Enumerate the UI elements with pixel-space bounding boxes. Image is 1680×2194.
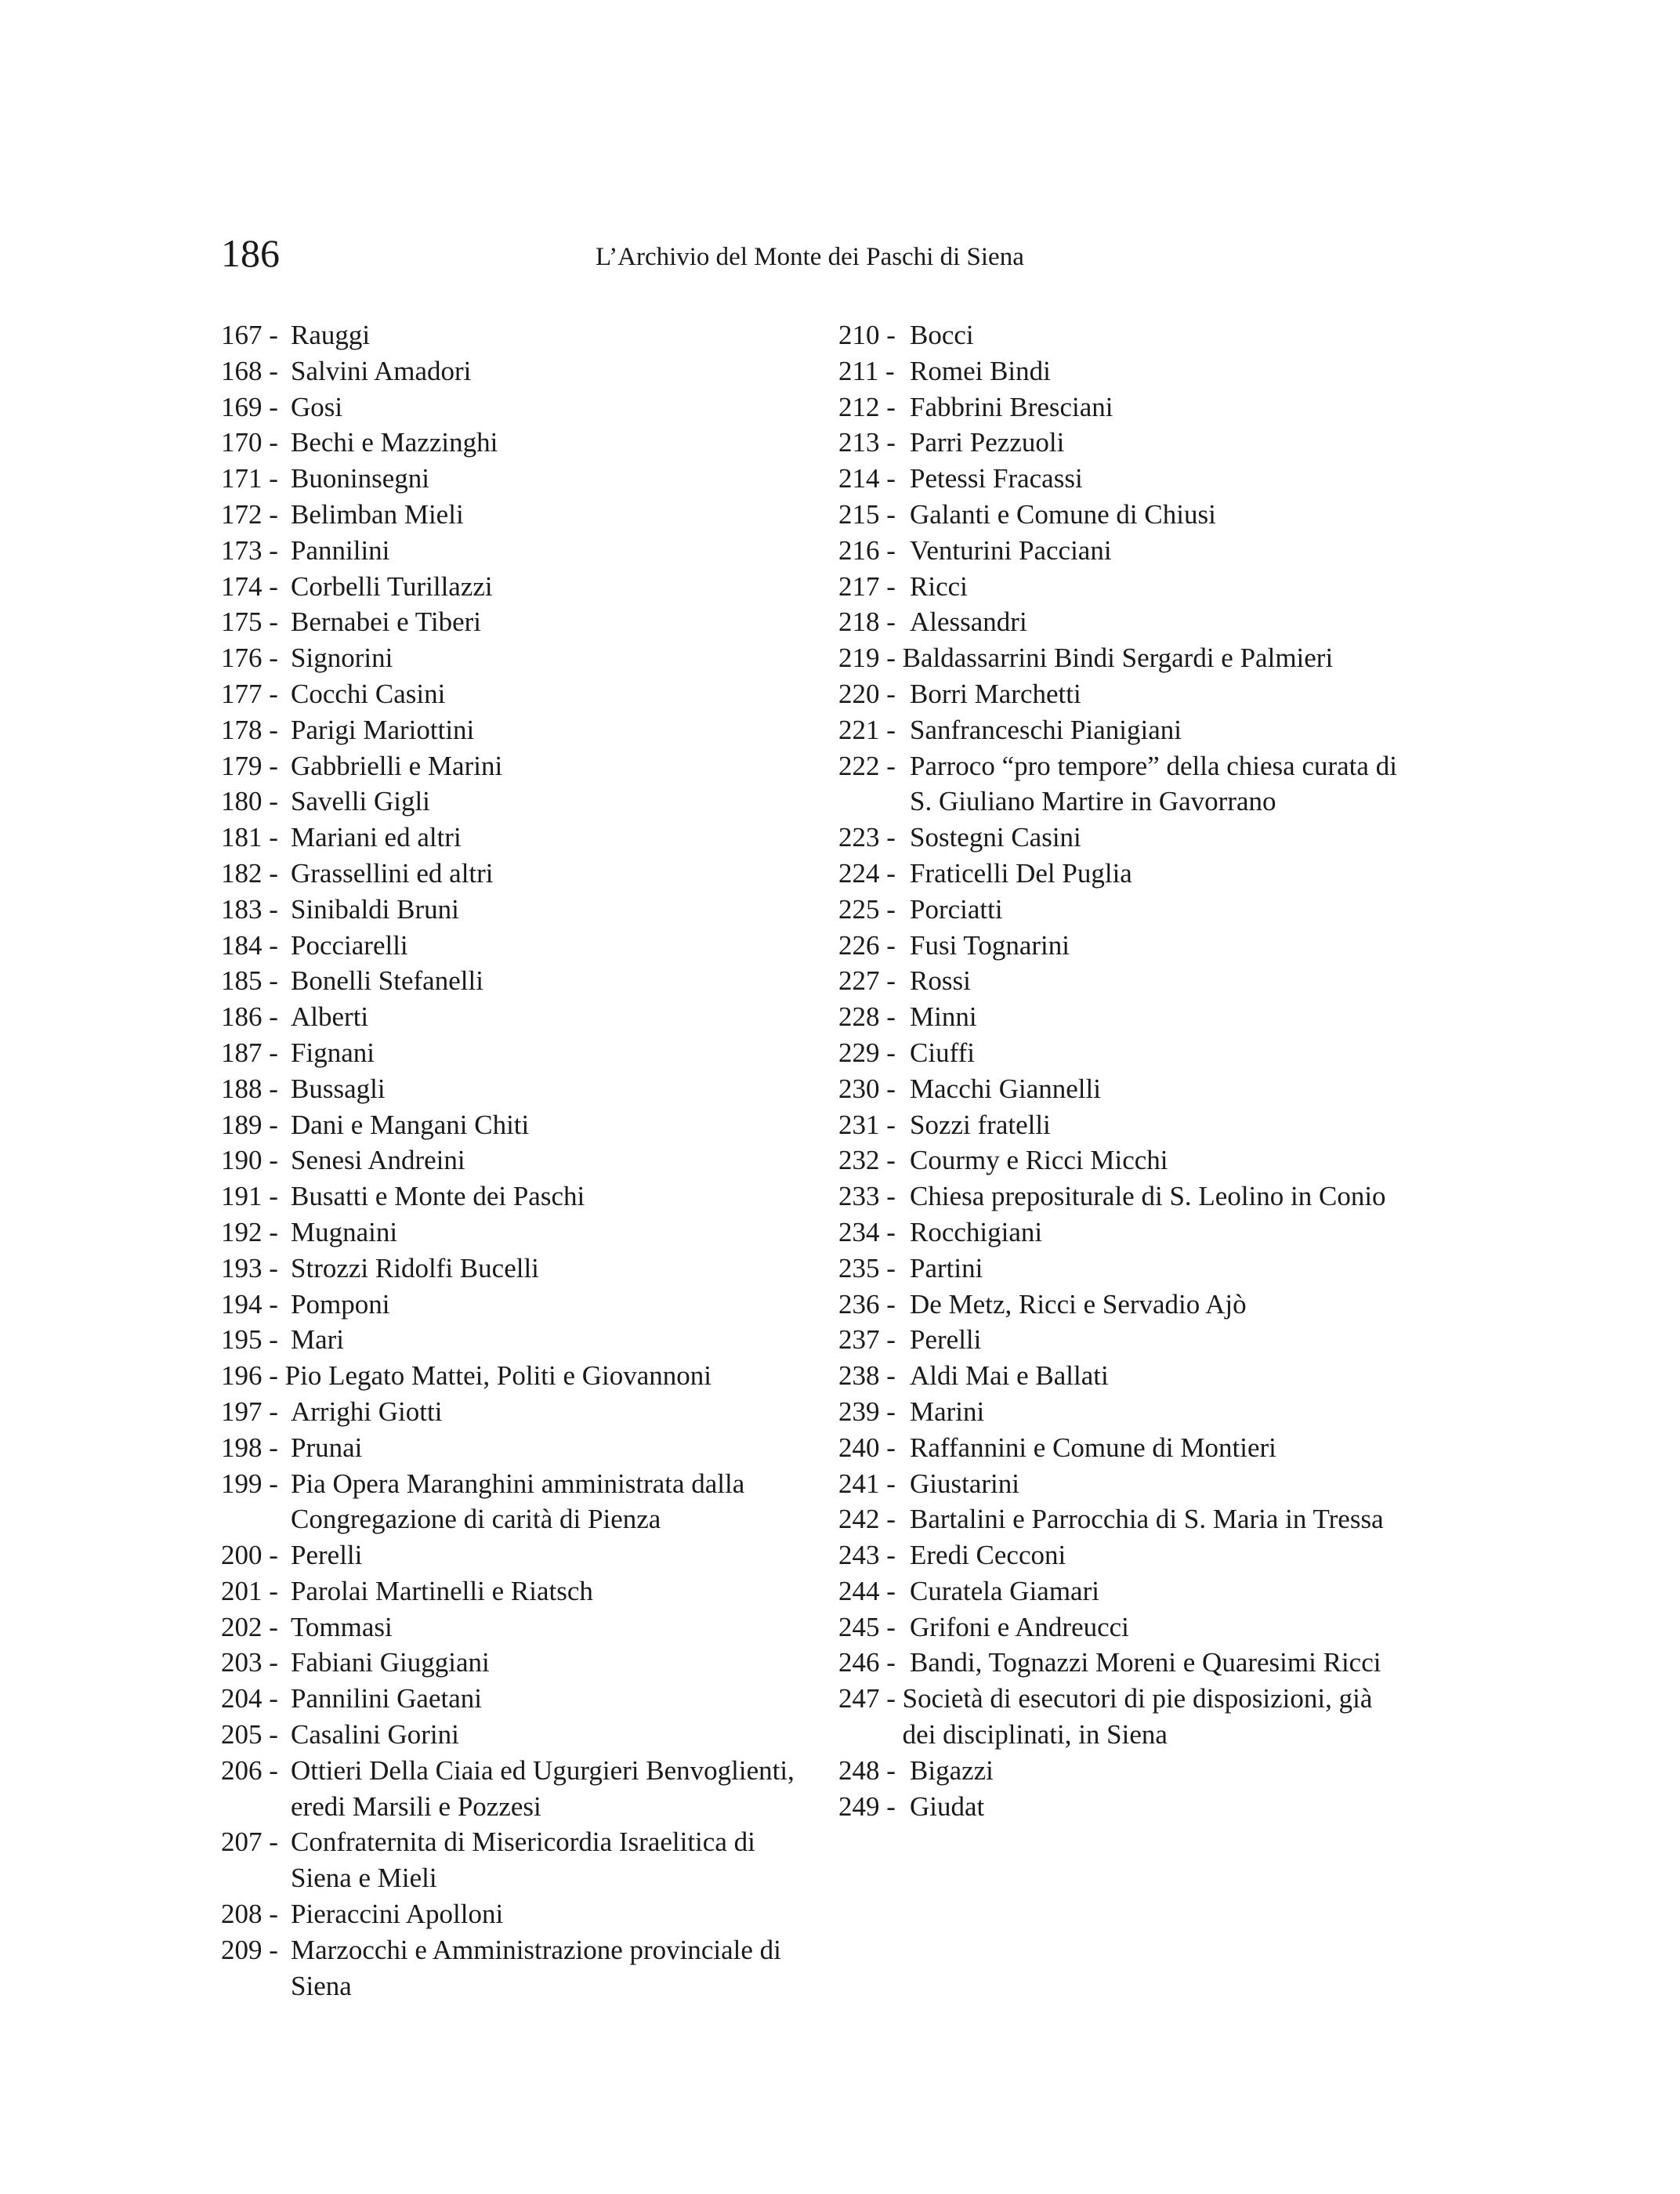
list-item xyxy=(221,856,816,892)
entry-number: 201 - xyxy=(221,1575,285,1606)
entry-name: Raffannini e Comune di Montieri xyxy=(910,1432,1276,1463)
list-item xyxy=(838,461,1403,497)
entry-number: 190 - xyxy=(221,1145,285,1176)
list-item xyxy=(838,820,1403,856)
entry-name: Marzocchi e Amministrazione provinciale di Siena xyxy=(291,1934,781,2001)
entry-number: 247 - xyxy=(838,1683,903,1714)
entry-number: 202 - xyxy=(221,1611,285,1642)
list-item xyxy=(221,784,816,820)
list-item xyxy=(838,604,1403,640)
entry-name: Grifoni e Andreucci xyxy=(910,1611,1129,1642)
entry-name: Giudat xyxy=(910,1790,985,1822)
entry-number: 243 - xyxy=(838,1540,903,1571)
list-item xyxy=(221,604,816,640)
entry-name: Sostegni Casini xyxy=(910,822,1081,853)
list-item xyxy=(838,1573,1403,1609)
list-item xyxy=(838,1251,1403,1287)
entry-number: 192 - xyxy=(221,1216,285,1247)
list-item xyxy=(221,1287,816,1323)
list-item xyxy=(221,676,816,712)
entry-number: 233 - xyxy=(838,1181,903,1212)
list-item xyxy=(221,317,816,353)
entry-number: 228 - xyxy=(838,1001,903,1033)
entry-name: Pomponi xyxy=(291,1288,390,1320)
list-item xyxy=(221,748,816,784)
entry-number: 187 - xyxy=(221,1037,285,1068)
entry-number: 207 - xyxy=(221,1827,285,1858)
entry-name: Ottieri Della Ciaia ed Ugurgieri Benvoglienti, eredi Marsili e Pozzesi xyxy=(291,1754,795,1822)
list-item xyxy=(221,497,816,533)
list-item xyxy=(221,1394,816,1430)
list-item xyxy=(221,712,816,748)
entry-name: Fraticelli Del Puglia xyxy=(910,857,1132,889)
entry-number: 204 - xyxy=(221,1683,285,1714)
entry-name: Bandi, Tognazzi Moreni e Quaresimi Ricci xyxy=(910,1647,1381,1678)
entry-number: 203 - xyxy=(221,1647,285,1678)
list-item xyxy=(838,999,1403,1035)
entry-name: Sinibaldi Bruni xyxy=(291,893,459,925)
entry-name: Galanti e Comune di Chiusi xyxy=(910,498,1216,530)
entry-name: Pocciarelli xyxy=(291,929,408,961)
list-item xyxy=(838,1035,1403,1071)
entry-name: Bechi e Mazzinghi xyxy=(291,427,498,458)
list-item xyxy=(838,1358,1403,1394)
entry-number: 169 - xyxy=(221,391,285,422)
entry-name: Casalini Gorini xyxy=(291,1719,459,1750)
entry-number: 211 - xyxy=(838,355,902,386)
entry-number: 193 - xyxy=(221,1252,285,1283)
entry-name: Confraternita di Misericordia Israelitica di Siena e Mieli xyxy=(291,1827,755,1894)
list-item xyxy=(221,963,816,999)
entry-name: Corbelli Turillazzi xyxy=(291,570,493,602)
list-item xyxy=(221,1035,816,1071)
entry-number: 189 - xyxy=(221,1109,285,1140)
list-item xyxy=(221,1896,816,1932)
entry-name: Signorini xyxy=(291,643,393,674)
entry-name: Buoninsegni xyxy=(291,463,429,494)
entry-number: 199 - xyxy=(221,1468,285,1499)
list-item xyxy=(838,497,1403,533)
list-item xyxy=(838,1071,1403,1107)
entry-number: 173 - xyxy=(221,534,285,566)
entry-name: Parri Pezzuoli xyxy=(910,427,1065,458)
entry-name: Alessandri xyxy=(910,606,1027,638)
entry-name: Eredi Cecconi xyxy=(910,1540,1066,1571)
list-item xyxy=(838,389,1403,425)
list-item xyxy=(221,1717,816,1753)
entry-number: 171 - xyxy=(221,463,285,494)
entry-name: Macchi Giannelli xyxy=(910,1073,1101,1104)
entry-number: 245 - xyxy=(838,1611,903,1642)
list-item xyxy=(838,1753,1403,1789)
list-item xyxy=(221,533,816,569)
entry-number: 195 - xyxy=(221,1324,285,1356)
entry-number: 208 - xyxy=(221,1899,285,1930)
entry-name: Pio Legato Mattei, Politi e Giovannoni xyxy=(284,1360,712,1392)
list-item xyxy=(221,1753,816,1825)
entry-number: 178 - xyxy=(221,714,285,745)
entry-name: Ricci xyxy=(910,570,968,602)
entry-name: De Metz, Ricci e Servadio Ajò xyxy=(910,1288,1247,1320)
list-item xyxy=(838,963,1403,999)
entry-name: Bernabei e Tiberi xyxy=(291,606,482,638)
list-item xyxy=(221,569,816,605)
entry-name: Tommasi xyxy=(291,1611,393,1642)
entry-name: Perelli xyxy=(910,1324,982,1356)
list-item xyxy=(221,1681,816,1717)
entry-number: 240 - xyxy=(838,1432,903,1463)
entry-name: Partini xyxy=(910,1252,983,1283)
entry-name: Grassellini ed altri xyxy=(291,857,494,889)
list-item xyxy=(221,1322,816,1358)
entry-name: Rossi xyxy=(910,965,971,997)
list-item xyxy=(838,640,1403,676)
entry-number: 239 - xyxy=(838,1396,903,1427)
list-item xyxy=(221,1358,816,1394)
entry-number: 167 - xyxy=(221,320,285,350)
entry-number: 221 - xyxy=(838,714,903,745)
entry-number: 181 - xyxy=(221,822,285,853)
list-item xyxy=(221,1466,816,1538)
list-item xyxy=(838,1430,1403,1466)
list-item xyxy=(221,820,816,856)
list-item xyxy=(838,1466,1403,1502)
entry-number: 226 - xyxy=(838,929,903,961)
entry-number: 188 - xyxy=(221,1073,285,1104)
entry-name: Courmy e Ricci Micchi xyxy=(910,1145,1168,1176)
entry-name: Ciuffi xyxy=(910,1037,975,1068)
entry-number: 225 - xyxy=(838,893,903,925)
entry-number: 197 - xyxy=(221,1396,285,1427)
entry-number: 230 - xyxy=(838,1073,903,1104)
entry-number: 196 - xyxy=(221,1360,285,1392)
entry-name: Bartalini e Parrocchia di S. Maria in Tressa xyxy=(910,1504,1384,1535)
entry-name: Gabbrielli e Marini xyxy=(291,750,503,781)
list-item xyxy=(838,1142,1403,1178)
entry-name: Parigi Mariottini xyxy=(291,714,475,745)
entry-number: 235 - xyxy=(838,1252,903,1283)
entry-name: Minni xyxy=(910,1001,977,1033)
entry-name: Marini xyxy=(910,1396,985,1427)
list-item xyxy=(838,1178,1403,1215)
entry-name: Cocchi Casini xyxy=(291,678,446,709)
entry-name: Savelli Gigli xyxy=(291,786,430,817)
entry-number: 223 - xyxy=(838,822,903,853)
entry-name: Società di esecutori di pie disposizioni, già dei disciplinati, in Siena xyxy=(902,1683,1373,1750)
entry-number: 180 - xyxy=(221,786,285,817)
list-item xyxy=(838,425,1403,461)
list-item xyxy=(838,1789,1403,1825)
entry-name: Sanfranceschi Pianigiani xyxy=(910,714,1182,745)
entry-number: 231 - xyxy=(838,1109,903,1140)
entry-name: Bigazzi xyxy=(910,1754,994,1786)
list-item xyxy=(221,461,816,497)
entry-number: 191 - xyxy=(221,1181,285,1212)
entry-name: Porciatti xyxy=(910,893,1003,925)
entry-number: 241 - xyxy=(838,1468,903,1499)
list-item xyxy=(221,928,816,964)
entry-name: Alberti xyxy=(291,1001,369,1033)
entry-name: Bocci xyxy=(910,320,974,350)
entry-number: 185 - xyxy=(221,965,285,997)
left-column-list xyxy=(221,317,816,2004)
list-item xyxy=(838,892,1403,928)
entry-name: Sozzi fratelli xyxy=(910,1109,1051,1140)
entry-number: 212 - xyxy=(838,391,903,422)
list-item xyxy=(221,1430,816,1466)
list-item xyxy=(838,928,1403,964)
entry-name: Pannilini Gaetani xyxy=(291,1683,482,1714)
list-item xyxy=(221,1609,816,1646)
list-item xyxy=(221,425,816,461)
list-item xyxy=(838,1501,1403,1537)
list-item xyxy=(221,1178,816,1215)
list-item xyxy=(838,1107,1403,1143)
entry-name: Bussagli xyxy=(291,1073,386,1104)
entry-number: 213 - xyxy=(838,427,903,458)
list-item xyxy=(838,1322,1403,1358)
entry-number: 246 - xyxy=(838,1647,903,1678)
entry-name: Fabiani Giuggiani xyxy=(291,1647,490,1678)
entry-name: Parolai Martinelli e Riatsch xyxy=(291,1575,593,1606)
list-item xyxy=(221,1537,816,1573)
list-item xyxy=(221,1824,816,1896)
entry-number: 232 - xyxy=(838,1145,903,1176)
entry-number: 236 - xyxy=(838,1288,903,1320)
entry-name: Petessi Fracassi xyxy=(910,463,1083,494)
entry-number: 214 - xyxy=(838,463,903,494)
entry-number: 179 - xyxy=(221,750,285,781)
list-item xyxy=(221,1573,816,1609)
entry-name: Prunai xyxy=(291,1432,363,1463)
entry-number: 168 - xyxy=(221,355,285,386)
entry-number: 200 - xyxy=(221,1540,285,1571)
entry-name: Belimban Mieli xyxy=(291,498,464,530)
entry-name: Busatti e Monte dei Paschi xyxy=(291,1181,585,1212)
entry-number: 219 - xyxy=(838,643,903,674)
entry-name: Mariani ed altri xyxy=(291,822,462,853)
entry-number: 244 - xyxy=(838,1575,903,1606)
entry-number: 177 - xyxy=(221,678,285,709)
entry-number: 170 - xyxy=(221,427,285,458)
list-item xyxy=(838,712,1403,748)
entry-number: 234 - xyxy=(838,1216,903,1247)
entry-number: 172 - xyxy=(221,498,285,530)
list-item xyxy=(221,1107,816,1143)
entry-name: Rauggi xyxy=(291,320,371,350)
entry-name: Arrighi Giotti xyxy=(291,1396,443,1427)
entry-name: Fignani xyxy=(291,1037,375,1068)
list-item xyxy=(221,640,816,676)
list-item xyxy=(838,748,1403,820)
list-item xyxy=(221,1215,816,1251)
entry-name: Rocchigiani xyxy=(910,1216,1043,1247)
entry-number: 183 - xyxy=(221,893,285,925)
list-item xyxy=(838,353,1403,389)
list-item xyxy=(838,1681,1403,1753)
entry-number: 215 - xyxy=(838,498,903,530)
entry-number: 220 - xyxy=(838,678,903,709)
list-item xyxy=(838,1537,1403,1573)
entry-number: 218 - xyxy=(838,606,903,638)
list-item xyxy=(221,389,816,425)
entry-name: Mugnaini xyxy=(291,1216,398,1247)
entry-name: Romei Bindi xyxy=(910,355,1051,386)
entry-number: 206 - xyxy=(221,1754,285,1786)
entry-number: 184 - xyxy=(221,929,285,961)
list-item xyxy=(838,317,1403,353)
list-item xyxy=(221,892,816,928)
entry-name: Giustarini xyxy=(910,1468,1019,1499)
list-item xyxy=(221,1142,816,1178)
entry-number: 175 - xyxy=(221,606,285,638)
list-item xyxy=(221,1645,816,1681)
entry-number: 205 - xyxy=(221,1719,285,1750)
entry-number: 248 - xyxy=(838,1754,903,1786)
entry-name: Bonelli Stefanelli xyxy=(291,965,483,997)
entry-name: Borri Marchetti xyxy=(910,678,1081,709)
list-item xyxy=(838,533,1403,569)
list-item xyxy=(221,1932,816,2004)
entry-name: Chiesa prepositurale di S. Leolino in Conio xyxy=(910,1181,1386,1212)
list-item xyxy=(838,1645,1403,1681)
list-item xyxy=(838,856,1403,892)
entry-number: 249 - xyxy=(838,1790,903,1822)
entry-number: 210 - xyxy=(838,320,903,350)
entry-name: Fabbrini Bresciani xyxy=(910,391,1113,422)
entry-name: Parroco “pro tempore” della chiesa curata di S. Giuliano Martire in Gavorrano xyxy=(910,750,1397,817)
list-item xyxy=(221,1251,816,1287)
entry-name: Salvini Amadori xyxy=(291,355,472,386)
entry-name: Mari xyxy=(291,1324,345,1356)
entry-name: Venturini Pacciani xyxy=(910,534,1112,566)
list-item xyxy=(838,676,1403,712)
entry-number: 238 - xyxy=(838,1360,903,1392)
list-item xyxy=(838,1287,1403,1323)
entry-number: 242 - xyxy=(838,1504,903,1535)
entry-number: 222 - xyxy=(838,750,903,781)
entry-number: 176 - xyxy=(221,643,285,674)
entry-name: Perelli xyxy=(291,1540,363,1571)
list-item xyxy=(221,353,816,389)
entry-name: Pieraccini Apolloni xyxy=(291,1899,504,1930)
page-number: 186 xyxy=(221,231,280,275)
entry-number: 229 - xyxy=(838,1037,903,1068)
list-item xyxy=(838,1215,1403,1251)
right-column-list xyxy=(838,317,1403,1824)
entry-name: Pia Opera Maranghini amministrata dalla Congregazione di carità di Pienza xyxy=(291,1468,745,1535)
entry-name: Gosi xyxy=(291,391,343,422)
list-item xyxy=(838,569,1403,605)
entry-number: 227 - xyxy=(838,965,903,997)
entry-name: Aldi Mai e Ballati xyxy=(910,1360,1109,1392)
entry-name: Strozzi Ridolfi Bucelli xyxy=(291,1252,539,1283)
entry-name: Senesi Andreini xyxy=(291,1145,465,1176)
entry-name: Fusi Tognarini xyxy=(910,929,1070,961)
list-item xyxy=(838,1609,1403,1646)
list-item xyxy=(221,1071,816,1107)
entry-number: 224 - xyxy=(838,857,903,889)
entry-name: Curatela Giamari xyxy=(910,1575,1099,1606)
list-item xyxy=(838,1394,1403,1430)
entry-number: 182 - xyxy=(221,857,285,889)
entry-number: 237 - xyxy=(838,1324,903,1356)
running-title: L’Archivio del Monte dei Paschi di Siena xyxy=(596,243,1024,271)
entry-name: Baldassarrini Bindi Sergardi e Palmieri xyxy=(902,643,1334,674)
list-item xyxy=(221,999,816,1035)
entry-number: 209 - xyxy=(221,1934,285,1965)
entry-number: 216 - xyxy=(838,534,903,566)
entry-number: 174 - xyxy=(221,570,285,602)
entry-name: Pannilini xyxy=(291,534,390,566)
entry-number: 194 - xyxy=(221,1288,285,1320)
entry-number: 198 - xyxy=(221,1432,285,1463)
entry-name: Dani e Mangani Chiti xyxy=(291,1109,530,1140)
entry-number: 217 - xyxy=(838,570,903,602)
entry-number: 186 - xyxy=(221,1001,285,1033)
